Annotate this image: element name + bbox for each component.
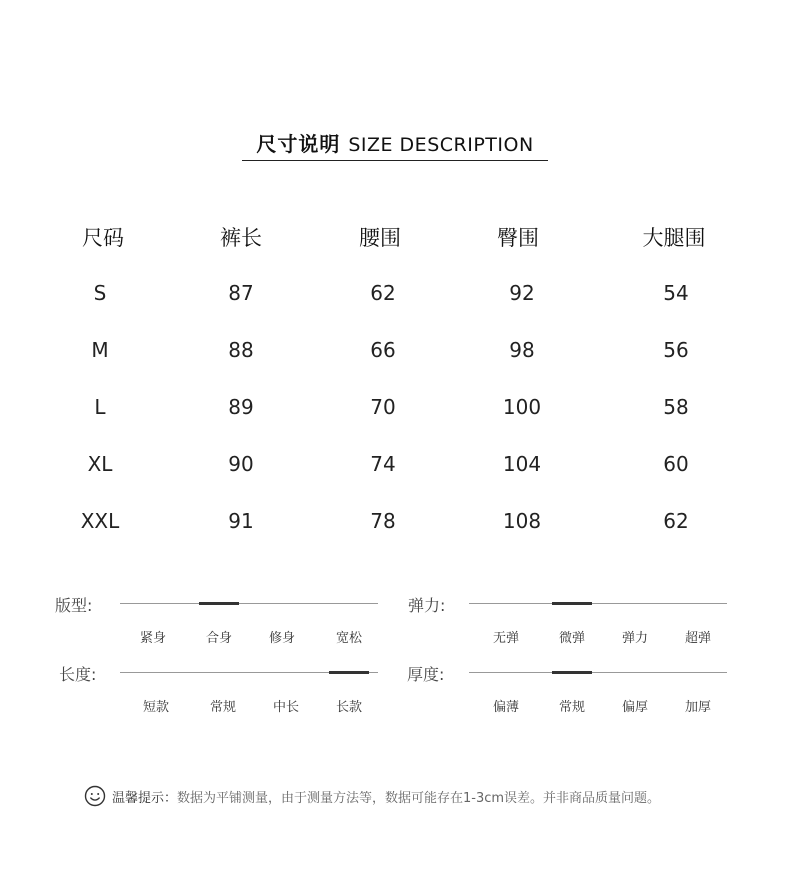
scale-marker	[552, 671, 592, 674]
header-hip: 臀围	[497, 226, 539, 250]
cell-size: XXL	[80, 509, 120, 533]
scale-option: 偏厚	[621, 700, 648, 715]
scale-marker	[552, 602, 592, 605]
scale-marker	[329, 671, 369, 674]
scale-option: 无弹	[492, 631, 519, 646]
cell-waist: 66	[370, 338, 396, 362]
scale-option: 宽松	[335, 631, 362, 646]
cell-waist: 78	[370, 509, 396, 533]
smile-icon	[84, 785, 106, 807]
scale-option: 短款	[142, 700, 169, 715]
cell-length: 91	[228, 509, 254, 533]
section-header	[0, 128, 790, 161]
cell-size: L	[94, 395, 106, 419]
cell-hip: 108	[502, 509, 542, 533]
cell-length: 87	[228, 281, 254, 305]
scale-option: 紧身	[139, 631, 166, 646]
scale-track	[469, 672, 727, 673]
cell-hip: 100	[502, 395, 542, 419]
table-row	[0, 387, 790, 427]
scale-option: 中长	[272, 700, 299, 715]
scale-option: 超弹	[684, 631, 711, 646]
cell-waist: 74	[370, 452, 396, 476]
scale-label: 厚度:	[407, 665, 445, 684]
cell-length: 90	[228, 452, 254, 476]
scale-label: 版型:	[55, 596, 93, 615]
cell-thigh: 62	[663, 509, 689, 533]
scale-option: 加厚	[684, 700, 711, 715]
scale-option: 长款	[335, 700, 362, 715]
header-waist: 腰围	[359, 226, 401, 250]
title-en: SIZE DESCRIPTION	[348, 134, 534, 156]
scale-option: 常规	[209, 700, 236, 715]
cell-thigh: 56	[663, 338, 689, 362]
scale-option: 弹力	[621, 631, 648, 646]
title-underline	[242, 160, 547, 161]
notice	[84, 784, 660, 808]
cell-waist: 62	[370, 281, 396, 305]
cell-hip: 104	[502, 452, 542, 476]
title-cn: 尺寸说明	[256, 132, 341, 156]
table-row	[0, 330, 790, 370]
title-wrap	[242, 128, 547, 161]
scale-option: 偏薄	[492, 700, 519, 715]
scale-track	[469, 603, 727, 604]
table-row	[0, 501, 790, 541]
scale-option: 微弹	[558, 631, 585, 646]
cell-thigh: 58	[663, 395, 689, 419]
cell-hip: 98	[509, 338, 535, 362]
cell-hip: 92	[509, 281, 535, 305]
notice-label: 温馨提示：	[112, 790, 178, 806]
header-size: 尺码	[82, 226, 124, 250]
cell-length: 89	[228, 395, 254, 419]
scale-label: 长度:	[59, 665, 97, 684]
scale-option: 修身	[268, 631, 295, 646]
cell-size: M	[91, 338, 109, 362]
cell-size: XL	[87, 452, 113, 476]
cell-waist: 70	[370, 395, 396, 419]
cell-size: S	[93, 281, 107, 305]
notice-text: 数据为平铺测量，由于测量方法等，数据可能存在1-3cm误差。并非商品质量问题。	[177, 790, 661, 806]
scale-label: 弹力:	[408, 596, 446, 615]
scale-track	[120, 603, 378, 604]
cell-thigh: 54	[663, 281, 689, 305]
scale-marker	[199, 602, 239, 605]
header-length: 裤长	[220, 226, 262, 250]
cell-thigh: 60	[663, 452, 689, 476]
table-row	[0, 444, 790, 484]
table-row	[0, 273, 790, 313]
scale-option: 合身	[205, 631, 232, 646]
table-header-row	[0, 218, 790, 258]
cell-length: 88	[228, 338, 254, 362]
scale-option: 常规	[558, 700, 585, 715]
header-thigh: 大腿围	[642, 226, 706, 250]
